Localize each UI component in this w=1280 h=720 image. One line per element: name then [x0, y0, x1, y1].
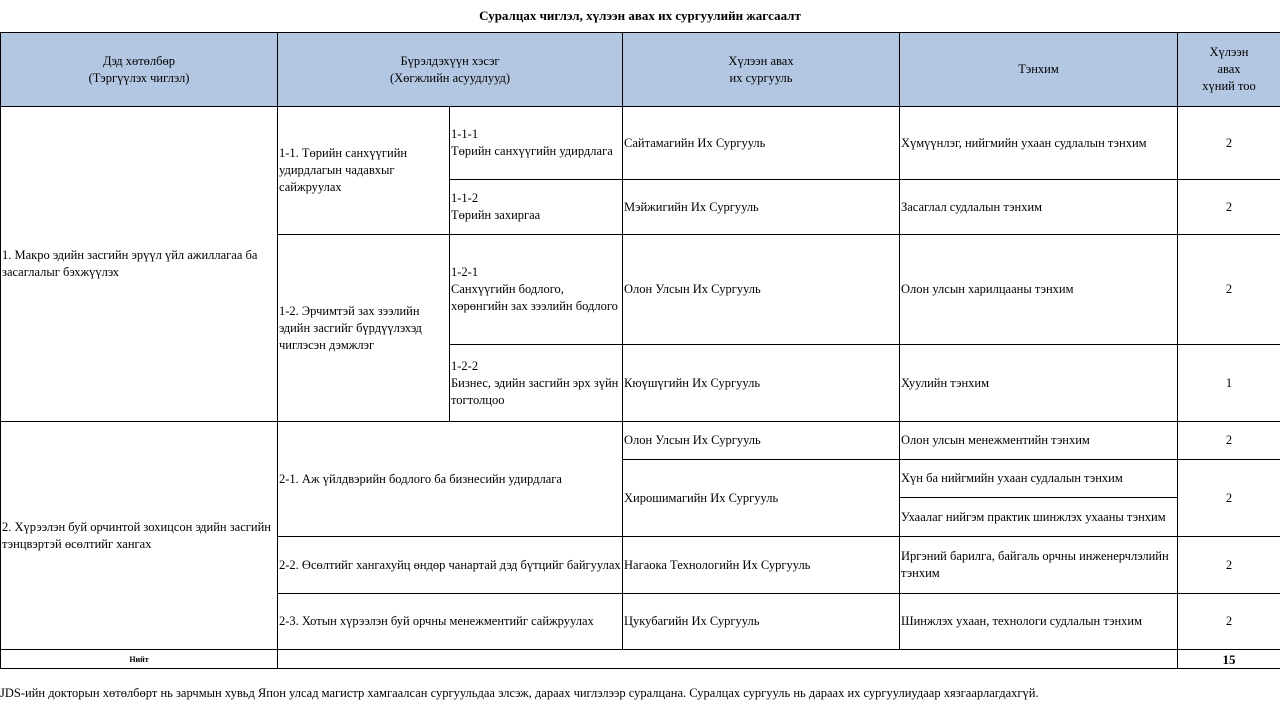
university-cell: Кюүшүгийн Их Сургууль — [623, 345, 900, 422]
header-row — [1, 33, 1280, 107]
total-label: Нийт — [1, 650, 278, 669]
sub-component-cell: 1-2-2 Бизнес, эдийн засгийн эрх зүйн тогтолцоо — [450, 345, 623, 422]
sub-component-cell: 1-1-2 Төрийн захиргаа — [450, 180, 623, 235]
table-row — [1, 422, 1280, 460]
program-cell: 1. Макро эдийн засгийн эрүүл үйл ажиллагаа ба засаглалыг бэхжүүлэх — [1, 107, 278, 422]
header-university: Хүлээн авах их сургууль — [623, 33, 900, 107]
quota-cell: 2 — [1178, 460, 1280, 537]
department-cell: Хүмүүнлэг, нийгмийн ухаан судлалын тэнхим — [900, 107, 1178, 180]
university-cell: Цукубагийн Их Сургууль — [623, 594, 900, 650]
university-cell: Мэйжигийн Их Сургууль — [623, 180, 900, 235]
header-quota: Хүлээн авах хүний тоо — [1178, 33, 1280, 107]
program-cell: 2. Хүрээлэн буй орчинтой зохицсон эдийн засгийн тэнцвэртэй өсөлтийг хангах — [1, 422, 278, 650]
component-cell: 1-1. Төрийн санхүүгийн удирдлагын чадавхыг сайжруулах — [278, 107, 450, 235]
university-cell: Олон Улсын Их Сургууль — [623, 422, 900, 460]
total-spacer — [278, 650, 1178, 669]
department-cell: Иргэний барилга, байгаль орчны инженерчлэлийн тэнхим — [900, 537, 1178, 594]
component-cell: 1-2. Эрчимтэй зах зээлийн эдийн засгийг бүрдүүлэхэд чиглэсэн дэмжлэг — [278, 235, 450, 422]
department-cell: Ухаалаг нийгэм практик шинжлэх ухааны тэнхим — [900, 498, 1178, 537]
university-cell: Сайтамагийн Их Сургууль — [623, 107, 900, 180]
header-component: Бүрэлдэхүүн хэсэг (Хөгжлийн асуудлууд) — [278, 33, 623, 107]
total-row — [1, 650, 1280, 669]
university-cell: Нагаока Технологийн Их Сургууль — [623, 537, 900, 594]
university-cell: Олон Улсын Их Сургууль — [623, 235, 900, 345]
sub-component-cell: 1-1-1 Төрийн санхүүгийн удирдлага — [450, 107, 623, 180]
quota-cell: 2 — [1178, 235, 1280, 345]
department-cell: Олон улсын менежментийн тэнхим — [900, 422, 1178, 460]
quota-cell: 2 — [1178, 594, 1280, 650]
header-department: Тэнхим — [900, 33, 1178, 107]
sub-component-cell: 1-2-1 Санхүүгийн бодлого, хөрөнгийн зах зээлийн бодлого — [450, 235, 623, 345]
quota-cell: 1 — [1178, 345, 1280, 422]
component-cell: 2-1. Аж үйлдвэрийн бодлого ба бизнесийн удирдлага — [278, 422, 623, 537]
component-cell: 2-2. Өсөлтийг хангахуйц өндөр чанартай дэд бүтцийг байгуулах — [278, 537, 623, 594]
table-row — [1, 107, 1280, 180]
department-cell: Хуулийн тэнхим — [900, 345, 1178, 422]
header-program: Дэд хөтөлбөр (Тэргүүлэх чиглэл) — [1, 33, 278, 107]
total-value: 15 — [1178, 650, 1280, 669]
quota-cell: 2 — [1178, 537, 1280, 594]
quota-cell: 2 — [1178, 180, 1280, 235]
department-cell: Засаглал судлалын тэнхим — [900, 180, 1178, 235]
quota-cell: 2 — [1178, 422, 1280, 460]
department-cell: Хүн ба нийгмийн ухаан судлалын тэнхим — [900, 460, 1178, 498]
footnote: JDS-ийн докторын хөтөлбөрт нь зарчмын хувьд Япон улсад магистр хамгаалсан сургуульдаа элсэж, дараах чиглэлээр суралцана. Суралцах сургууль нь дараах их сургуулиудаар хязгаарлагдахгүй. — [0, 686, 1039, 700]
department-cell: Олон улсын харилцааны тэнхим — [900, 235, 1178, 345]
component-cell: 2-3. Хотын хүрээлэн буй орчны менежментийг сайжруулах — [278, 594, 623, 650]
quota-cell: 2 — [1178, 107, 1280, 180]
department-cell: Шинжлэх ухаан, технологи судлалын тэнхим — [900, 594, 1178, 650]
university-cell: Хирошимагийн Их Сургууль — [623, 460, 900, 537]
university-table — [0, 32, 1280, 669]
page-title: Суралцах чиглэл, хүлээн авах их сургуулийн жагсаалт — [479, 8, 801, 23]
